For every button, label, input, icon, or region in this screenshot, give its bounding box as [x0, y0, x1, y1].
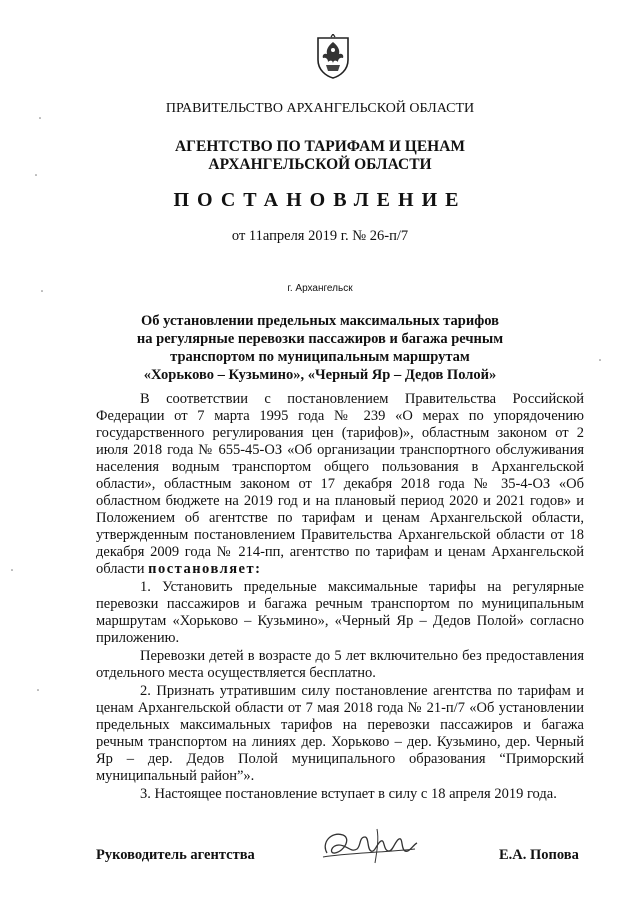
coat-of-arms-icon: [314, 34, 352, 80]
document-type: ПОСТАНОВЛЕНИЕ: [173, 189, 467, 211]
agency-name-line2: АРХАНГЕЛЬСКОЙ ОБЛАСТИ: [208, 156, 432, 173]
title-line4: «Хорьково – Кузьмино», «Черный Яр – Дедов Полой»: [143, 367, 497, 383]
title-line1: Об установлении предельных максимальных тарифов: [141, 313, 499, 329]
preamble-text: В соответствии с постановлением Правительства Российской Федерации от 7 марта 1995 года № 239 «О мерах по упорядочению государственного регулирования цен (тарифов)», областным законом от 2 июля 2018 года № 655-45-ОЗ «Об организации транспортного обслуживания населения водным транспортом общего пользования в Архангельской области», областным законом от 17 декабря 2018 года № 35-4-ОЗ «Об областном бюджете на 2019 год и на плановый период 2020 и 2021 годов» и Положением об агентстве по тарифам и ценам Архангельской области, утвержденным постановлением Правительства Архангельской области от 18 декабря 2009 года № 214-пп, агентство по тарифам и ценам Архангельской области: [96, 391, 584, 577]
paragraph-children-note: Перевозки детей в возрасте до 5 лет включительно без предоставления отдельного места осуществляется бесплатно.: [96, 648, 584, 681]
government-name: ПРАВИТЕЛЬСТВО АРХАНГЕЛЬСКОЙ ОБЛАСТИ: [165, 101, 475, 116]
document-title: [0, 312, 640, 384]
agency-name: [0, 138, 640, 174]
agency-name-line1: АГЕНТСТВО ПО ТАРИФАМ И ЦЕНАМ: [174, 138, 466, 155]
city-name: г. Архангельск: [287, 283, 353, 294]
title-line3: транспортом по муниципальным маршрутам: [170, 349, 470, 365]
signatory-position: Руководитель агентства: [96, 847, 255, 863]
document-date-number: от 11апреля 2019 г. № 26-п/7: [231, 228, 409, 244]
title-line2: на регулярные перевозки пассажиров и багажа речным: [136, 331, 504, 347]
handwritten-signature: [317, 823, 429, 871]
signatory-name: Е.А. Попова: [499, 847, 579, 863]
paragraph-item-2: 2. Признать утратившим силу постановление агентства по тарифам и ценам Архангельской области от 7 мая 2018 года № 21-п/7 «Об установлении предельных максимальных тарифов на перевозки пассажиров и багажа речным транспортом на линиях дер. Хорьково – дер. Кузьмино, дер. Черный Яр – дер. Дедов Полой муниципального образования “Приморский муниципальный район”».: [96, 683, 584, 784]
paragraph-preamble: [96, 391, 584, 578]
document-body: [96, 391, 584, 803]
paragraph-item-1: 1. Установить предельные максимальные тарифы на регулярные перевозки пассажиров и багажа речным транспортом по муниципальным маршрутам «Хорьково – Кузьмино», «Черный Яр – Дедов Полой» согласно приложению.: [96, 579, 584, 646]
paragraph-item-3: 3. Настоящее постановление вступает в силу с 18 апреля 2019 года.: [140, 786, 557, 802]
resolution-keyword: постановляет:: [148, 561, 262, 577]
